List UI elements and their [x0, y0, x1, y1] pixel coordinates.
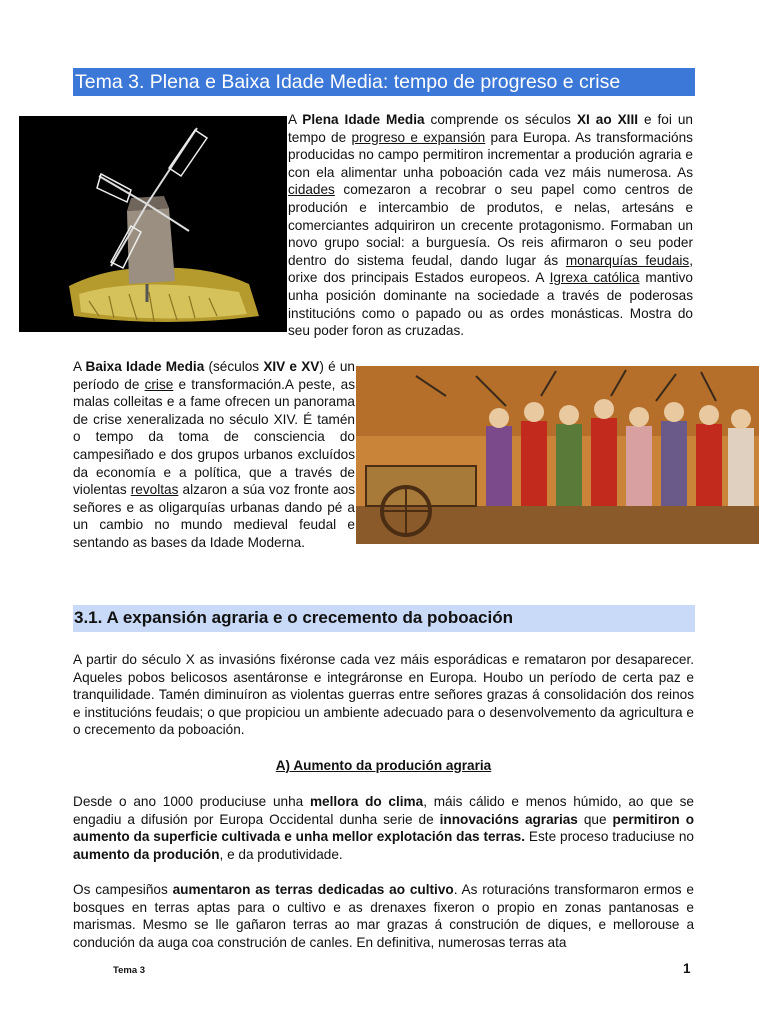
climate-term: mellora do clima: [309, 794, 424, 809]
innovations-term: innovacións agrarias: [439, 811, 578, 827]
production-term: aumento da produción: [73, 846, 220, 862]
baixa-paragraph: A Baixa Idade Media (séculos XIV e XV) é un período de crise e transformación.A peste, as malas colleitas e a fame ofrecen un panorama de crise xeneralizada no século XIV. É tamén o tempo da toma de consciencia do campesiñado e dos grupos urbanos excluídos da economía e a política, que a través de violentas revoltas alzaron a súa voz fronte aos señores e as oligarquías urbanas dando pé a un cambio no mundo medieval feudal e sentando as bases da Idade Moderna.: [73, 359, 356, 550]
farmland-paragraph: Os campesiños aumentaron as terras dedicadas ao cultivo. As roturacións transformaron ermos e bosques en terras aptas para o cultivo e as drenaxes fixeron o propio en zonas pantanosas e marismas. Mesmo se lle gañaron terras ao mar grazas á construción de diques, e mellorouse a condución da auga coa construción de canles. En definitiva, numerosas terras ata: [73, 882, 694, 950]
baixa-term: Baixa Idade Media: [85, 359, 205, 374]
peasant-revolt-illustration-icon: [356, 366, 759, 544]
page-title: Tema 3. Plena e Baixa Idade Media: tempo de progreso e crise: [73, 68, 695, 96]
windmill-image: [19, 116, 287, 332]
expansion-paragraph: A partir do século X as invasións fixéronse cada vez máis esporádicas e remataron por desaparecer. Aqueles pobos belicosos asentáronse e integráronse en Europa. Houbo un período de certa paz e tranquilidade. Tamén diminuíron as violentas guerras entre señores grazas á consolidación dos reinos e institucións feudais; o que propiciou un ambiente adecuado para o desenvolvemento da agricultura e o crecemento da poboación.: [73, 652, 694, 738]
centuries-term: XI ao XIII: [576, 112, 638, 127]
monarchies-term: monarquías feudais: [565, 252, 690, 268]
crisis-term: crise: [144, 376, 174, 392]
cities-term: cidades: [288, 182, 335, 198]
revolts-term: revoltas: [130, 482, 179, 498]
climate-paragraph: Desde o ano 1000 produciuse unha mellora do clima, máis cálido e menos húmido, ao que se engadiu a difusión por Europa Occidental dunha serie de innovacións agrarias que permitiron o aumento da superficie cultivada e unha mellor explotación das terras. Este proceso traduciuse no aumento da produción, e da produtividade.: [73, 794, 694, 862]
progress-term: progreso e expansión: [351, 129, 486, 145]
page-number: 1: [683, 961, 691, 976]
cultivated-area-term: permitiron o aumento da superficie cultivada e unha mellor explotación das terras.: [73, 811, 694, 845]
baixa-centuries-term: XIV e XV: [263, 359, 320, 374]
subheading-agrarian-production: A) Aumento da produción agraria: [275, 758, 492, 773]
section-heading: 3.1. A expansión agraria e o crecemento da poboación: [73, 605, 695, 632]
windmill-illustration-icon: [19, 116, 287, 332]
intro-paragraph: A Plena Idade Media comprende os séculos XI ao XIII e foi un tempo de progreso e expansión para Europa. As transformacións producidas no campo permitiron incrementar a produción agraria e con ela alimentar unha poboación cada vez máis numerosa. As cidades comezaron a recobrar o seu papel como centros de produción e intercambio de produtos, e nelas, artesáns e comerciantes adquiriron un crecente protagonismo. Formaban un novo grupo social: a burguesía. Os reis afirmaron o seu poder dentro do sistema feudal, dando lugar ás monarquías feudais, orixe dos principais Estados europeos. A Igrexa católica mantivo unha posición dominante na sociedade a través de poderosas institucións como o papado ou as ordes monásticas. Mostra do seu poder foron as cruzadas.: [288, 112, 693, 339]
church-term: Igrexa católica: [549, 270, 640, 286]
footer-chapter: Tema 3: [113, 965, 146, 976]
farmland-term: aumentaron as terras dedicadas ao cultivo: [172, 882, 454, 897]
revolt-image: [356, 366, 759, 544]
plena-term: Plena Idade Media: [302, 112, 425, 127]
